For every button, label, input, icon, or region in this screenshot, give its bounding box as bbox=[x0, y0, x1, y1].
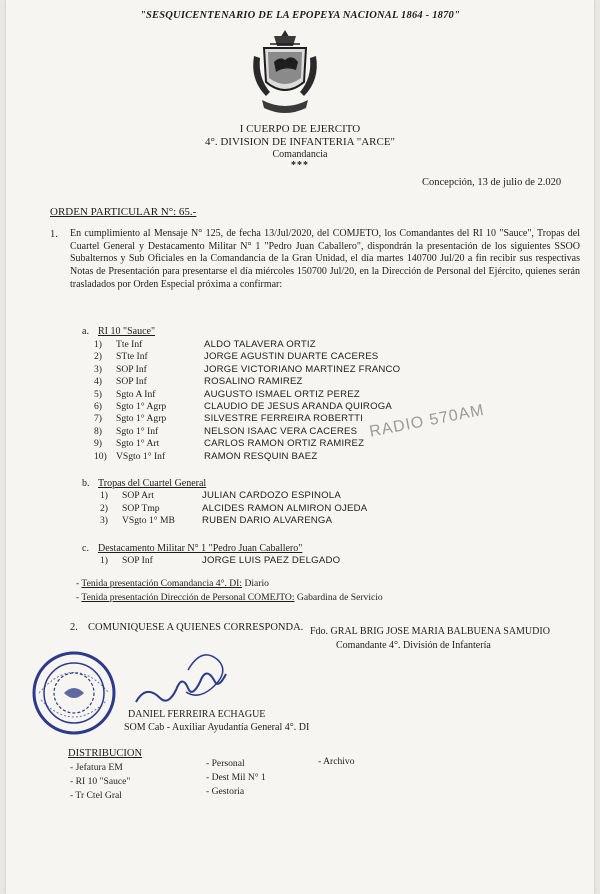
org-line-2: 4°. DIVISION DE INFANTERIA "ARCE" bbox=[204, 136, 396, 148]
roster-row-number: 10) bbox=[94, 450, 107, 462]
note-label: Tenida presentación Dirección de Personal COMEJTO: bbox=[81, 592, 295, 603]
para1-number: 1. bbox=[50, 229, 58, 240]
section-b-title: Tropas del Cuartel General bbox=[98, 478, 207, 489]
roster-row-number: 3) bbox=[94, 363, 102, 375]
distribution-item: - Archivo bbox=[318, 756, 355, 767]
roster-row-name: JORGE VICTORIANO MARTINEZ FRANCO bbox=[204, 363, 401, 375]
roster-row-rank: Sgto 1° Agrp bbox=[116, 401, 167, 412]
roster-row-name: CARLOS RAMON ORTIZ RAMIREZ bbox=[204, 438, 365, 450]
section-a-title: RI 10 "Sauce" bbox=[98, 326, 156, 337]
roster-row-number: 8) bbox=[94, 425, 102, 437]
distribution-item: - Personal bbox=[206, 758, 245, 769]
signature-line-2: Comandante 4°. División de Infantería bbox=[336, 640, 491, 651]
document-motto: "SESQUICENTENARIO DE LA EPOPEYA NACIONAL 1864 - 1870" bbox=[139, 10, 461, 21]
para2-text: COMUNIQUESE A QUIENES CORRESPONDA. bbox=[88, 622, 304, 633]
note-value: Diario bbox=[244, 578, 269, 589]
para2-number: 2. bbox=[70, 622, 78, 633]
roster-row-rank: Sgto 1° Inf bbox=[116, 425, 159, 437]
roster-row-rank: VSgto 1° Inf bbox=[116, 450, 166, 462]
roster-row-number: 1) bbox=[94, 339, 102, 350]
roster-row-name: AUGUSTO ISMAEL ORTIZ PEREZ bbox=[204, 388, 360, 400]
roster-row-rank: Sgto 1° Art bbox=[116, 438, 160, 450]
para1-text: En cumplimiento al Mensaje N° 125, de fecha 13/Jul/2020, del COMJETO, los Comandantes del RI 10 "Sauce", Tropas del Cuartel General y Destacamento Militar N° 1 "Pedro Juan Caballero", dispondrán la presentación de los siguientes SSOO Subalternos y Sub Oficiales en la Comandancia de la Gran Unidad, el día martes 140700 Jul/20 a fin recibir sus respectivas Notas de Presentación para presentarse el día miércoles 150700 Jul/20, en la Dirección de Personal del Ejército, quienes serán trasladados por Orden Especial próxima a confirmar: bbox=[70, 228, 580, 290]
document-date: Concepción, 13 de julio de 2.020 bbox=[422, 177, 562, 188]
section-a-letter: a. bbox=[82, 326, 89, 337]
roster-row-name: JORGE LUIS PAEZ DELGADO bbox=[202, 555, 341, 566]
roster-row-number: 2) bbox=[100, 502, 108, 514]
section-c-letter: c. bbox=[82, 543, 89, 554]
distribution-item: - Jefatura EM bbox=[70, 762, 123, 773]
signature-line-1: Fdo. GRAL BRIG JOSE MARIA BALBUENA SAMUDIO bbox=[310, 626, 550, 637]
roster-row-rank: STte Inf bbox=[116, 351, 148, 363]
roster-row-rank: SOP Art bbox=[122, 490, 154, 501]
roster-row-number: 9) bbox=[94, 438, 102, 450]
note-item: - Tenida presentación Dirección de Personal COMEJTO: Gabardina de Servicio bbox=[76, 592, 383, 603]
order-title: ORDEN PARTICULAR N°: 65.- bbox=[50, 206, 197, 218]
roster-row-number: 5) bbox=[94, 388, 102, 400]
distribution-title: DISTRIBUCION bbox=[68, 748, 143, 759]
roster-row-name: CLAUDIO DE JESUS ARANDA QUIROGA bbox=[204, 401, 392, 412]
note-label: Tenida presentación Comandancia 4°. DI: bbox=[81, 578, 243, 589]
section-b-letter: b. bbox=[82, 478, 90, 489]
roster-row-name: JULIAN CARDOZO ESPINOLA bbox=[202, 490, 341, 501]
countersign-name: DANIEL FERREIRA ECHAGUE bbox=[128, 709, 266, 720]
roster-row-number: 4) bbox=[94, 376, 102, 388]
roster-row-number: 2) bbox=[94, 351, 102, 363]
roster-row-number: 7) bbox=[94, 413, 102, 425]
roster-row-rank: SOP Tmp bbox=[122, 502, 160, 514]
official-stamp-icon bbox=[31, 650, 117, 736]
roster-row-rank: SOP Inf bbox=[122, 555, 153, 566]
note-item: - Tenida presentación Comandancia 4°. DI: Diario bbox=[76, 578, 269, 589]
roster-row-rank: Sgto 1° Agrp bbox=[116, 413, 167, 425]
roster-row-rank: SOP Inf bbox=[116, 363, 147, 375]
roster-row-name: ALCIDES RAMON ALMIRON OJEDA bbox=[202, 502, 368, 514]
distribution-item: - Dest Mil N° 1 bbox=[206, 772, 266, 783]
roster-row-rank: Tte Inf bbox=[116, 339, 143, 350]
coat-of-arms-icon bbox=[244, 26, 326, 118]
distribution-item: - Tr Ctel Gral bbox=[70, 790, 122, 801]
roster-row-number: 3) bbox=[100, 515, 108, 527]
note-value: Gabardina de Servicio bbox=[296, 592, 383, 603]
org-line-4: *** bbox=[291, 160, 309, 171]
roster-row-rank: Sgto A Inf bbox=[116, 388, 156, 400]
org-line-3: Comandancia bbox=[272, 149, 328, 160]
roster-row-number: 6) bbox=[94, 401, 102, 412]
roster-row-name: JORGE AGUSTIN DUARTE CACERES bbox=[204, 351, 379, 363]
roster-row-name: NELSON ISAAC VERA CACERES bbox=[204, 425, 358, 437]
roster-row-number: 1) bbox=[100, 490, 108, 501]
distribution-item: - Gestoria bbox=[206, 786, 245, 797]
org-line-1: I CUERPO DE EJERCITO bbox=[239, 123, 361, 135]
distribution-item: - RI 10 "Sauce" bbox=[70, 776, 131, 787]
roster-row-name: RAMON RESQUIN BAEZ bbox=[204, 450, 318, 462]
watermark: RADIO 570AM bbox=[368, 401, 486, 441]
document-page bbox=[6, 0, 594, 894]
roster-row-number: 1) bbox=[100, 555, 108, 566]
roster-row-name: ALDO TALAVERA ORTIZ bbox=[204, 339, 316, 350]
section-c-title: Destacamento Militar N° 1 "Pedro Juan Caballero" bbox=[98, 543, 303, 554]
roster-row-rank: VSgto 1° MB bbox=[122, 515, 175, 527]
countersign-title: SOM Cab - Auxiliar Ayudantía General 4°. DI bbox=[124, 722, 310, 733]
roster-row-name: RUBEN DARIO ALVARENGA bbox=[202, 515, 333, 527]
roster-row-name: ROSALINO RAMIREZ bbox=[204, 376, 303, 388]
roster-row-rank: SOP Inf bbox=[116, 376, 147, 388]
roster-row-name: SILVESTRE FERREIRA ROBERTTI bbox=[204, 413, 364, 425]
handwritten-signature-icon bbox=[126, 640, 246, 720]
